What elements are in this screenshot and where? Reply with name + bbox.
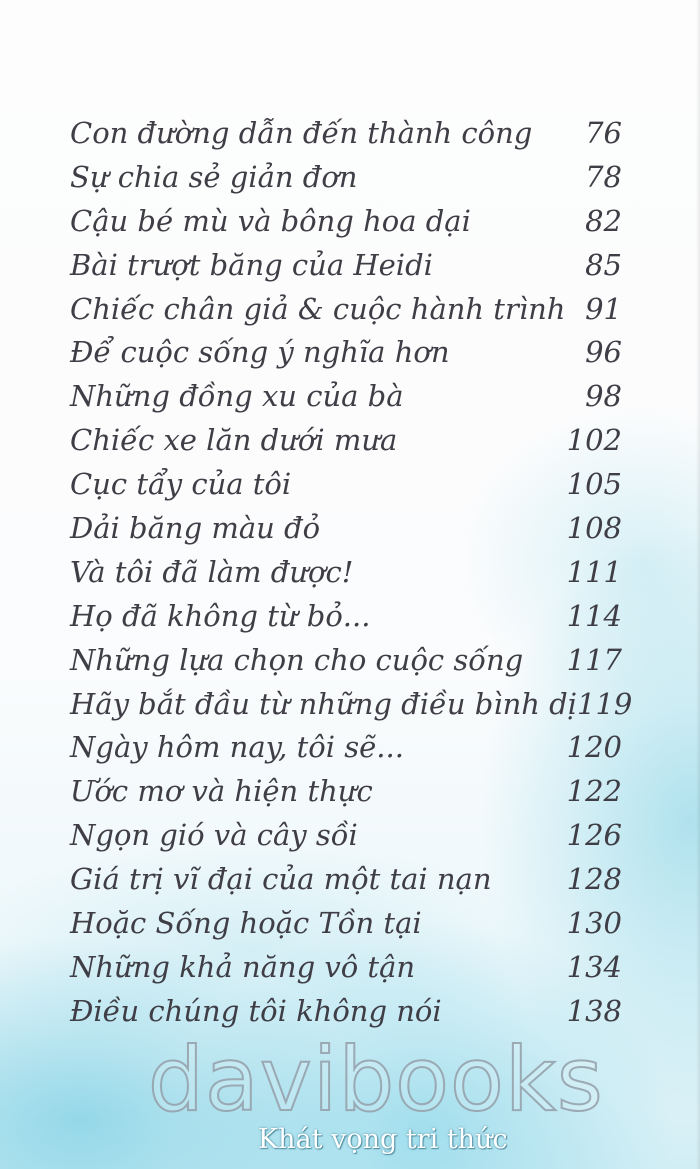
toc-entry-title: Chiếc xe lăn dưới mưa	[70, 423, 398, 458]
toc-entry	[70, 770, 622, 814]
toc-entry-title: Hãy bắt đầu từ những điều bình dị	[70, 686, 578, 721]
toc-entry-title: Ngày hôm nay, tôi sẽ...	[70, 730, 404, 765]
toc-entry	[70, 288, 622, 332]
toc-entry-page-number: 128	[566, 862, 622, 897]
toc-entry-title: Ngọn gió và cây sồi	[70, 818, 358, 853]
toc-entry-title: Họ đã không từ bỏ...	[70, 598, 371, 633]
toc-entry-title: Cục tẩy của tôi	[70, 467, 292, 502]
toc-entry	[70, 244, 622, 288]
toc-entry-title: Ước mơ và hiện thực	[70, 774, 373, 809]
toc-entry-page-number: 138	[566, 993, 622, 1028]
toc-entry-page-number: 108	[566, 511, 622, 546]
toc-entry-page-number: 111	[566, 554, 622, 589]
toc-entry-page-number: 134	[566, 949, 622, 984]
toc-entry	[70, 726, 622, 770]
toc-entry	[70, 463, 622, 507]
brand-slogan: Khát vọng tri thức	[258, 1124, 508, 1155]
toc-entry	[70, 156, 622, 200]
toc-entry-page-number: 130	[566, 906, 622, 941]
toc-entry-page-number: 91	[585, 291, 622, 326]
toc-entry	[70, 858, 622, 902]
toc-entry-page-number: 119	[577, 686, 633, 721]
toc-entry-title: Sự chia sẻ giản đơn	[70, 159, 358, 194]
toc-entry	[70, 814, 622, 858]
toc-entry-title: Hoặc Sống hoặc Tồn tại	[70, 906, 422, 941]
toc-entry	[70, 507, 622, 551]
toc-entry-page-number: 114	[566, 598, 622, 633]
toc-entry-page-number: 96	[585, 335, 622, 370]
toc-entry-title: Con đường dẫn đến thành công	[70, 116, 533, 150]
toc-entry	[70, 551, 622, 595]
toc-entry-page-number: 78	[585, 159, 622, 194]
toc-entry	[70, 595, 622, 639]
toc-entry-page-number: 98	[585, 379, 622, 414]
toc-entry-title: Những khả năng vô tận	[70, 949, 416, 984]
toc-entry	[70, 946, 622, 990]
toc-entry-title: Và tôi đã làm được!	[70, 554, 354, 589]
toc-entry	[70, 112, 622, 156]
table-of-contents	[70, 112, 633, 1034]
toc-entry-page-number: 120	[566, 730, 622, 765]
toc-entry	[70, 683, 633, 727]
toc-entry-title: Những lựa chọn cho cuộc sống	[70, 642, 524, 677]
toc-entry-title: Điều chúng tôi không nói	[70, 993, 442, 1028]
toc-entry-title: Giá trị vĩ đại của một tai nạn	[70, 862, 492, 897]
toc-entry-page-number: 122	[566, 774, 622, 809]
toc-entry	[70, 902, 622, 946]
toc-entry	[70, 639, 622, 683]
toc-entry	[70, 375, 622, 419]
toc-entry	[70, 331, 622, 375]
brand-watermark: davibooks	[148, 1028, 604, 1131]
toc-entry-page-number: 126	[566, 818, 622, 853]
toc-entry-page-number: 105	[566, 467, 622, 502]
toc-entry-title: Để cuộc sống ý nghĩa hơn	[70, 335, 450, 370]
toc-entry-title: Bài trượt băng của Heidi	[70, 247, 433, 282]
page-edge-shadow	[696, 0, 700, 1169]
toc-entry-title: Cậu bé mù và bông hoa dại	[70, 203, 471, 238]
toc-entry-page-number: 76	[585, 116, 622, 150]
toc-entry-title: Những đồng xu của bà	[70, 379, 404, 414]
toc-entry-title: Dải băng màu đỏ	[70, 511, 321, 546]
toc-entry-page-number: 102	[566, 423, 622, 458]
toc-entry	[70, 200, 622, 244]
toc-entry	[70, 419, 622, 463]
toc-entry-title: Chiếc chân giả & cuộc hành trình	[70, 291, 566, 326]
toc-entry-page-number: 82	[585, 203, 622, 238]
toc-entry-page-number: 85	[585, 247, 622, 282]
toc-entry-page-number: 117	[566, 642, 622, 677]
